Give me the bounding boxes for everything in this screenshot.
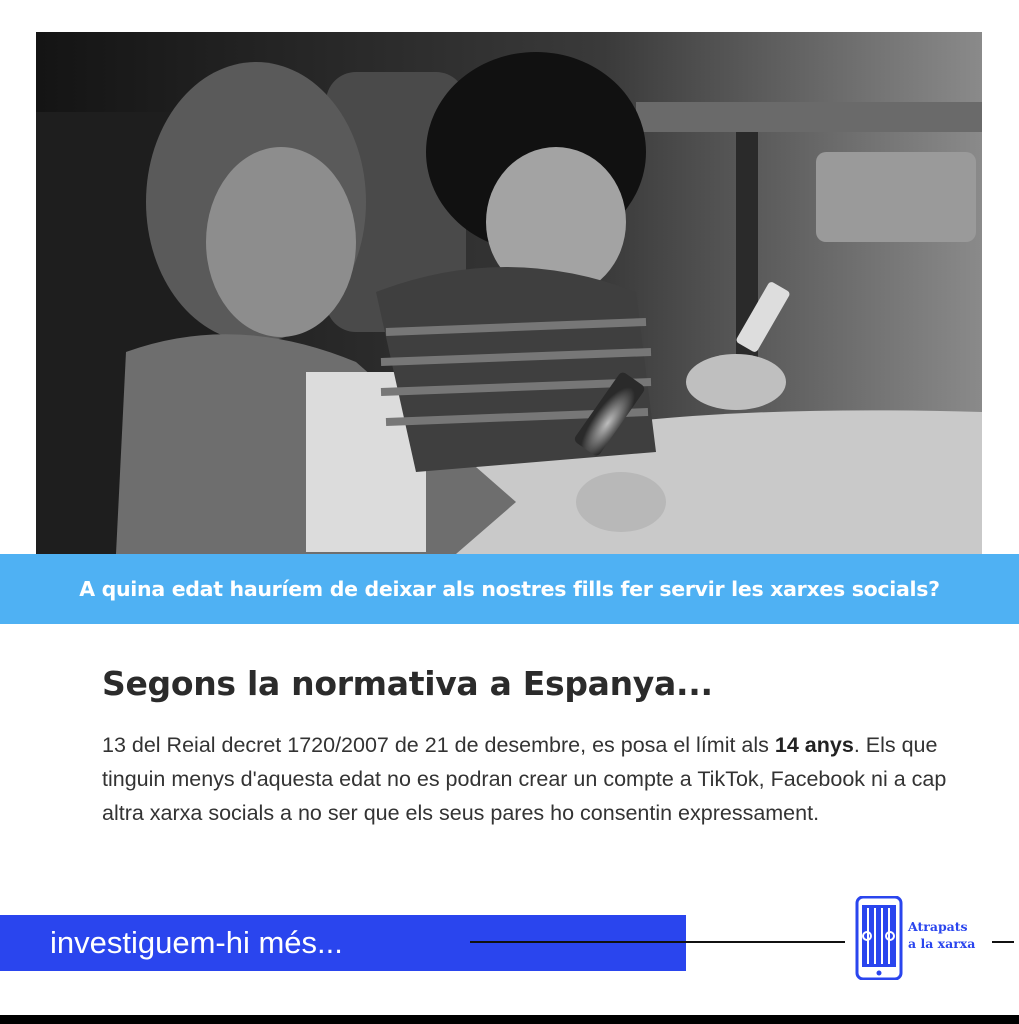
cta-label: investiguem-hi més... <box>50 925 343 960</box>
hero-photo <box>36 32 982 554</box>
logo-line2: a la xarxa <box>908 936 976 951</box>
question-text: A quina edat hauríem de deixar als nostres fills fer servir les xarxes socials? <box>79 577 940 601</box>
phone-jail-icon <box>855 896 905 980</box>
bottom-border <box>0 1015 1019 1024</box>
logo-line1: Atrapats <box>908 919 968 934</box>
section-body <box>102 728 962 830</box>
children-using-phones-photo <box>36 32 982 554</box>
divider-line-left <box>470 941 845 943</box>
logo-text <box>908 918 975 952</box>
question-banner <box>0 554 1019 624</box>
cta-banner[interactable] <box>0 915 686 971</box>
section-heading: Segons la normativa a Espanya... <box>102 664 713 703</box>
brand-logo <box>855 896 990 980</box>
body-text-bold: 14 anys <box>774 733 854 757</box>
divider-line-right <box>992 941 1014 943</box>
body-text-part1: 13 del Reial decret 1720/2007 de 21 de desembre, es posa el límit als <box>102 733 775 757</box>
body-text-part2: . Els que tinguin menys d'aquesta edat no es podran crear un compte a TikTok, Facebook ni a cap altra xarxa socials a no ser que els seus pares ho consentin expressament. <box>102 733 947 825</box>
